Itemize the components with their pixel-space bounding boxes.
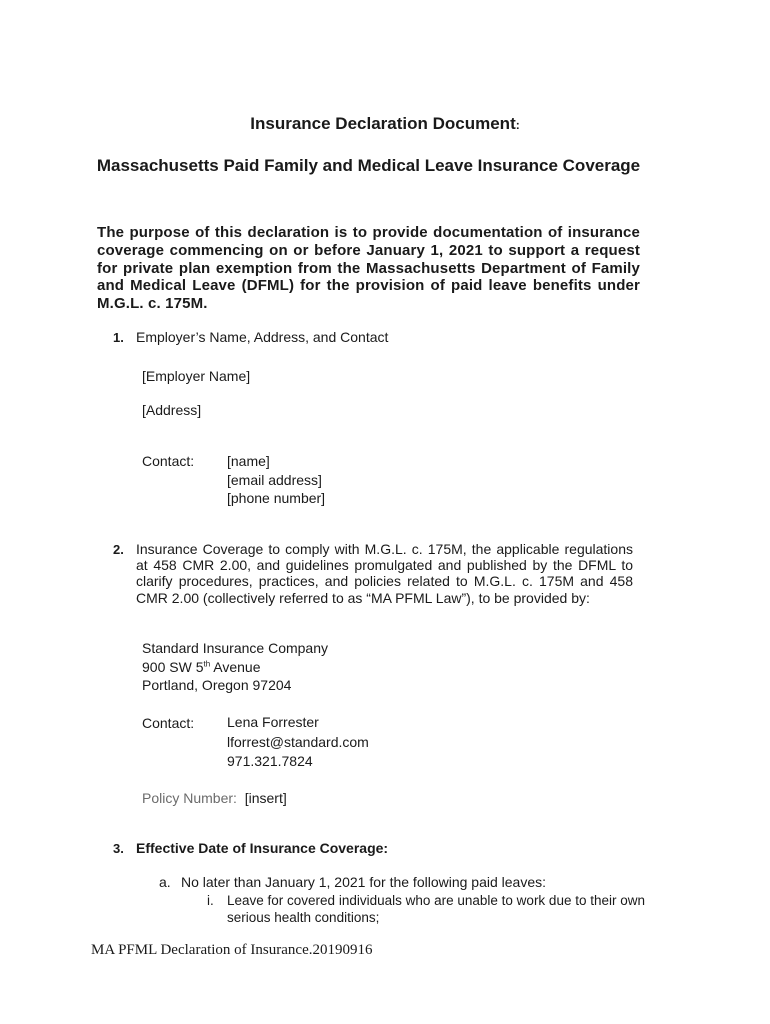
item-a-marker: a. [159, 874, 171, 890]
employer-contact-label: Contact: [142, 453, 195, 469]
item-i-text: Leave for covered individuals who are unable to work due to their own serious health conditions; [227, 893, 645, 925]
insurer-contact-label: Contact: [142, 715, 195, 731]
item-i-marker: i. [207, 893, 214, 908]
document-footer: MA PFML Declaration of Insurance.20190916 [91, 942, 373, 958]
policy-number-row [142, 790, 287, 807]
insurer-address-number: 900 SW 5 [142, 658, 204, 675]
title-text: Insurance Declaration Document [250, 114, 516, 133]
employer-contact-email: [email address] [227, 471, 322, 488]
document-subtitle: Massachusetts Paid Family and Medical Leave Insurance Coverage [96, 156, 641, 175]
section-1-heading: Employer’s Name, Address, and Contact [136, 329, 389, 345]
section-2-text: Insurance Coverage to comply with M.G.L. c. 175M, the applicable regulations at 458 CMR 2.00, and guidelines promulgated and published by the DFML to clarify procedures, practices, and policies related to M.G.L. c. 175M and 458 CMR 2.00 (collectively referred to as “MA PFML Law”), to be provided by: [136, 541, 633, 606]
policy-number-value: [insert] [244, 790, 287, 806]
insurer-contact-name: Lena Forrester [227, 714, 319, 730]
employer-contact-block [227, 452, 325, 508]
item-a-text: No later than January 1, 2021 for the following paid leaves: [181, 874, 547, 890]
purpose-paragraph: The purpose of this declaration is to provide documentation of insurance coverage commencing on or before January 1, 2021 to support a request for private plan exemption from the Massachusetts Department of Family and Medical Leave (DFML) for the provision of paid leave benefits under M.G.L. c. 175M. [97, 224, 640, 313]
insurer-address-street: Avenue [210, 658, 261, 675]
employer-contact-name: [name] [227, 453, 270, 469]
section-2-number: 2. [113, 542, 124, 557]
insurer-block [142, 639, 328, 695]
section-1-number: 1. [113, 330, 124, 345]
insurer-company: Standard Insurance Company [142, 640, 328, 656]
employer-contact-phone: [phone number] [227, 490, 326, 506]
insurer-contact-email: lforrest@standard.com [227, 733, 369, 750]
employer-address: [Address] [142, 402, 202, 418]
insurer-address [142, 658, 328, 677]
section-3-heading: Effective Date of Insurance Coverage: [136, 840, 389, 856]
insurer-address-suffix: th [203, 658, 211, 668]
section-3-number: 3. [113, 841, 124, 856]
title-colon: : [515, 118, 520, 132]
insurer-city: Portland, Oregon 97204 [142, 677, 292, 693]
document-title [0, 114, 770, 135]
policy-number-label: Policy Number: [142, 790, 237, 806]
insurer-contact-phone: 971.321.7824 [227, 753, 313, 769]
insurer-contact-block [227, 713, 369, 772]
employer-name: [Employer Name] [142, 368, 251, 384]
